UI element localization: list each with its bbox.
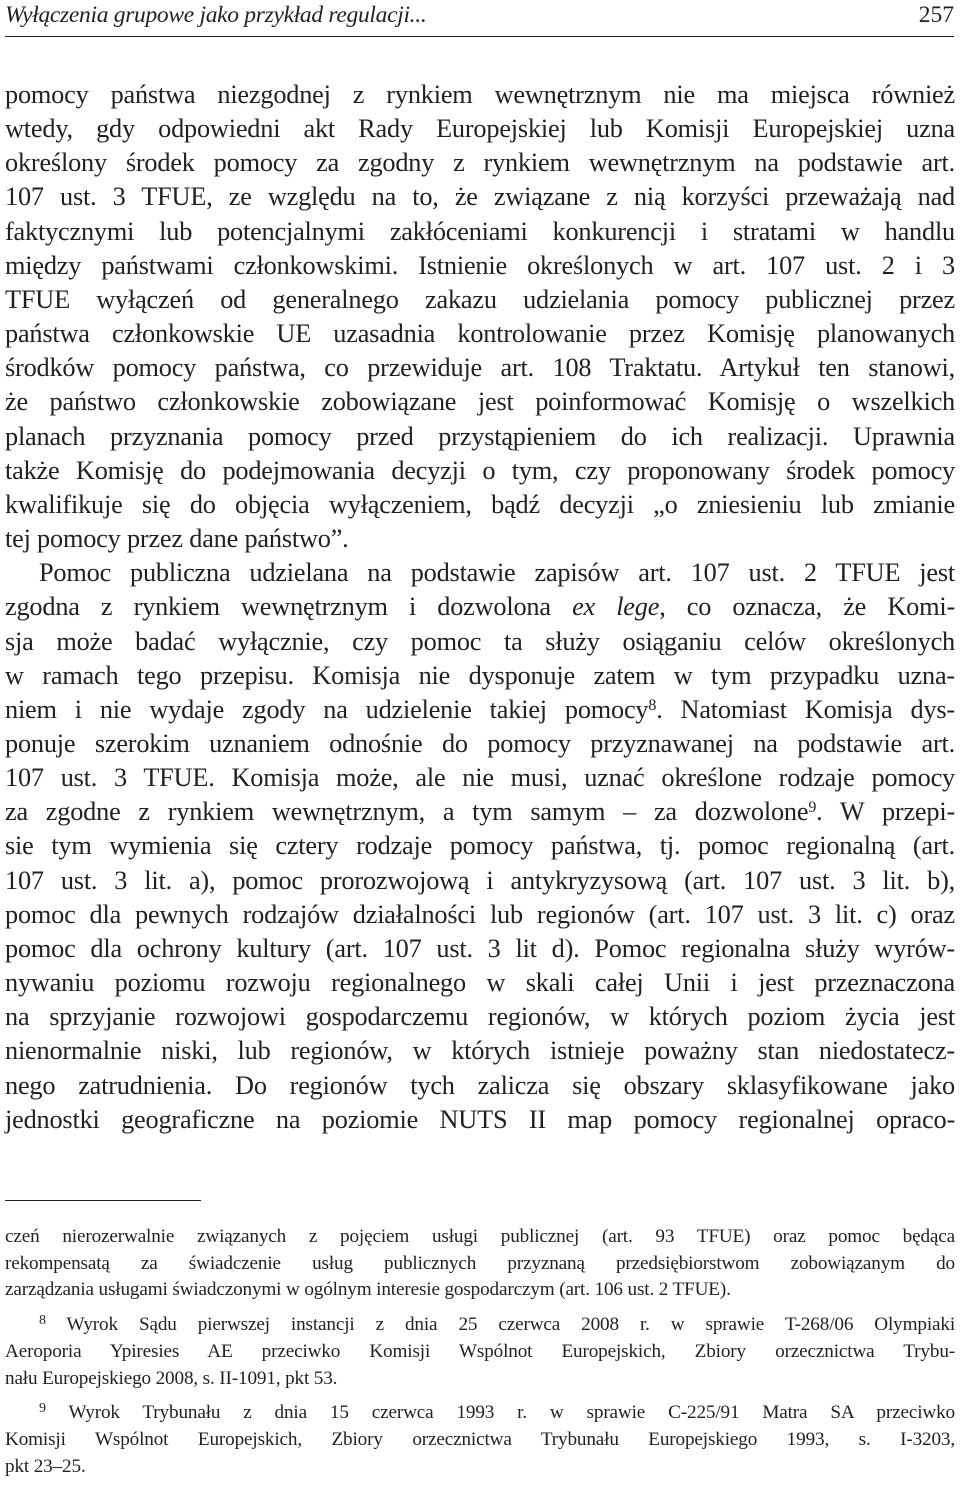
footnote-9 [5,1400,955,1480]
text-line: określony środek pomocy za zgodny z rynkiem wewnętrznym na podstawie art. [5,148,955,178]
footnote-line [5,1312,955,1339]
text-line: państwa członkowskie UE uzasadnia kontrolowanie przez Komisję planowanych [5,319,955,349]
text-line: sja może badać wyłącznie, czy pomoc ta służy osiąganiu celów określonych [5,626,955,656]
text-line: 107 ust. 3 TFUE, ze względu na to, że związane z nią korzyści przeważają nad [5,182,955,212]
text-line [5,693,955,727]
text-span: Wyrok Trybunału z dnia 15 czerwca 1993 r. w sprawie C-225/91 Matra SA przeciwko [68,1402,955,1424]
text-span: Wyrok Sądu pierwszej instancji z dnia 25 czerwca 2008 r. w sprawie T-268/06 Olympiaki [66,1314,956,1336]
footnote-line: Komisji Wspólnot Europejskich, Zbiory orzecznictwa Trybunału Europejskiego 1993, s. I-3203, [5,1428,955,1450]
footnote-line: pkt 23–25. [5,1455,86,1477]
paragraph-2 [5,556,955,1137]
text-line: tej pomocy przez dane państwo”. [5,524,349,554]
text-line: nywaniu poziomu rozwoju regionalnego w skali całej Unii i jest przeznaczona [5,968,955,998]
text-span: niem i nie wydaje zgody na udzielenie takiej pomocy [5,694,649,724]
text-line: nienormalnie niski, lub regionów, w których istnieje poważny stan niedostatecz- [5,1036,955,1066]
footnote-line: nału Europejskiego 2008, s. II-1091, pkt 53. [5,1367,338,1389]
footnote-line [5,1400,955,1427]
footnote-line: zarządzania usługami świadczonymi w ogólnym interesie gospodarczym (art. 106 ust. 2 TFUE). [5,1279,731,1301]
text-line: pomoc dla pewnych rodzajów działalności lub regionów (art. 107 ust. 3 lit. c) oraz [5,899,955,929]
text-line: pomoc dla ochrony kultury (art. 107 ust. 3 lit d). Pomoc regionalna służy wyrów- [5,933,955,963]
footnote-line: Aeroporia Ypiresies AE przeciwko Komisji Wspólnot Europejskich, Zbiory orzecznictwa Trybu- [5,1340,955,1362]
text-span: , co oznacza, że Komi- [659,592,955,622]
text-line: sie tym wymienia się cztery rodzaje pomocy państwa, tj. pomoc regionalną (art. [5,831,955,861]
footnotes [5,1224,955,1480]
text-span: . W przepi- [816,797,955,827]
running-header [5,0,954,37]
text-line: Pomoc publiczna udzielana na podstawie zapisów art. 107 ust. 2 TFUE jest [39,558,955,588]
footnote-separator [5,1200,201,1201]
text-line: pomocy państwa niezgodnej z rynkiem wewnętrznym nie ma miejsca również [5,80,955,109]
text-span: . Natomiast Komisja dys- [656,694,955,724]
text-line: ponuje szerokim uznaniem odnośnie do pomocy przyznawanej na podstawie art. [5,728,955,758]
text-line: jednostki geograficzne na poziomie NUTS II map pomocy regionalnej opraco- [5,1104,955,1134]
text-line: że państwo członkowskie zobowiązane jest poinformować Komisję o wszelkich [5,387,955,417]
text-line: na sprzyjanie rozwojowi gospodarczemu regionów, w których poziom życia jest [5,1002,955,1032]
text-span: za zgodne z rynkiem wewnętrznym, a tym samym – za dozwolone [5,797,809,827]
main-text [5,78,955,1137]
text-line: planach przyznania pomocy przed przystąpieniem do ich realizacji. Uprawnia [5,421,955,451]
text-line: między państwami członkowskimi. Istnienie określonych w art. 107 ust. 2 i 3 [5,250,955,280]
text-line: środków pomocy państwa, co przewiduje art. 108 Traktatu. Artykuł ten stanowi, [5,353,955,383]
text-line [5,795,955,829]
text-line: kwalifikuje się do objęcia wyłączeniem, bądź decyzji „o zniesieniu lub zmianie [5,489,955,519]
text-line: także Komisję do podejmowania decyzji o tym, czy proponowany środek pomocy [5,455,955,485]
text-line: nego zatrudnienia. Do regionów tych zalicza się obszary sklasyfikowane jako [5,1070,955,1100]
text-line: TFUE wyłączeń od generalnego zakazu udzielania pomocy publicznej przez [5,284,955,314]
footnote-ref-9[interactable]: 9 [808,799,817,817]
text-span: zgodna z rynkiem wewnętrznym i dozwolona [5,592,573,622]
footnote-marker: 8 [39,1313,46,1329]
footnote-continued [5,1224,955,1304]
page-number: 257 [918,2,954,28]
text-line: wtedy, gdy odpowiedni akt Rady Europejskiej lub Komisji Europejskiej uzna [5,114,955,144]
running-title: Wyłączenia grupowe jako przykład regulacji... [5,2,427,28]
footnote-line: rekompensatą za świadczenie usług publicznych przyznaną przedsiębiorstwom zobowiązanym do [5,1252,955,1274]
text-line: 107 ust. 3 TFUE. Komisja może, ale nie musi, uznać określone rodzaje pomocy [5,763,955,793]
footnote-ref-8[interactable]: 8 [648,696,657,714]
footnote-marker: 9 [39,1401,46,1417]
text-line: faktycznymi lub potencjalnymi zakłóceniami konkurencji i stratami w handlu [5,216,955,246]
text-line [5,590,955,624]
text-line: 107 ust. 3 lit. a), pomoc prorozwojową i antykryzysową (art. 107 ust. 3 lit. b), [5,865,955,895]
text-line: w ramach tego przepisu. Komisja nie dysponuje zatem w tym przypadku uzna- [5,660,955,690]
paragraph-1 [5,78,955,556]
footnote-line: czeń nierozerwalnie związanych z pojęciem usługi publicznej (art. 93 TFUE) oraz pomoc będąca [5,1226,955,1247]
latin-term: ex lege [572,592,660,622]
footnote-8 [5,1312,955,1392]
